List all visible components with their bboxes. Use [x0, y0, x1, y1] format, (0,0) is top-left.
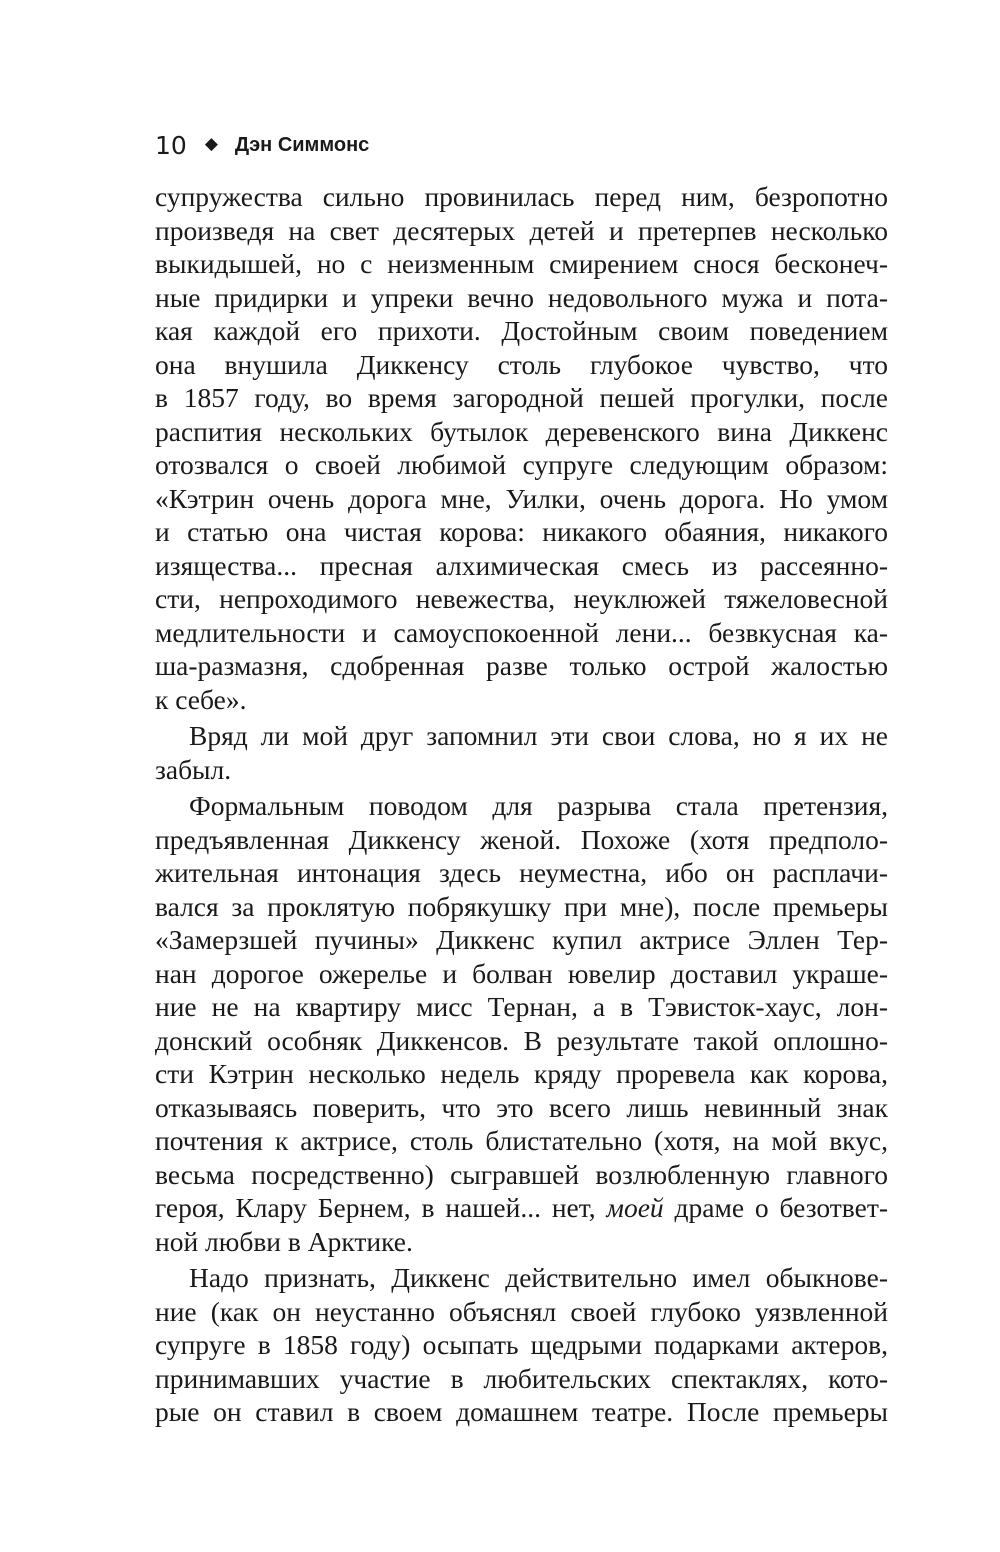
diamond-ornament-icon: ◆ [204, 134, 218, 154]
text-line: изящества... пресная алхимическая смесь из рассеянно- [155, 549, 888, 581]
paragraph-2 [155, 719, 888, 786]
text-line: она внушила Диккенсу столь глубокое чувство, что [155, 348, 888, 380]
text-line: сти, непроходимого невежества, неуклюжей тяжеловесной [155, 583, 888, 614]
text-line: почтения к актрисе, столь блистательно (хотя, на мой вкус, [155, 1125, 888, 1156]
text-line: донский особняк Диккенсов. В результате такой оплошно- [155, 1024, 888, 1056]
text-line: отозвался о своей любимой супруге следующим образом: [155, 449, 888, 480]
text-line: распития нескольких бутылок деревенского вина Диккенс [155, 415, 888, 447]
text-line: сти Кэтрин несколько недель кряду проревела как корова, [155, 1058, 888, 1089]
text-line: ние не на квартиру мисс Тернан, а в Тэвисток-хаус, лон- [155, 991, 888, 1022]
text-segment: драме о безответ- [663, 1192, 889, 1223]
text-line: выкидышей, но с неизменным смирением снося бесконеч- [155, 248, 888, 279]
text-segment: героя, Клару Бернем, в нашей... нет, [155, 1192, 607, 1223]
text-line: супруге в 1858 году) осыпать щедрыми подарками актеров, [155, 1329, 888, 1360]
text-line: весьма посредственно) сыгравшей возлюбленную главного [155, 1158, 888, 1190]
text-line: супружества сильно провинилась перед ним, безропотно [155, 181, 888, 212]
text-line: забыл. [155, 753, 232, 785]
text-line: ние (как он неустанно объяснял своей глубоко уязвленной [155, 1295, 888, 1327]
text-line: вался за проклятую побрякушку при мне), после премьеры [155, 890, 888, 922]
text-line: в 1857 году, во время загородной пешей прогулки, после [155, 382, 888, 413]
body-text [155, 180, 888, 1429]
text-line: и статью она чистая корова: никакого обаяния, никакого [155, 516, 888, 547]
italic-emphasis: моей [606, 1192, 664, 1223]
text-line: нан дорогое ожерелье и болван ювелир доставил украше- [155, 957, 888, 989]
text-line: произведя на свет десятерых детей и претерпев несколько [155, 214, 888, 246]
text-line: ные придирки и упреки вечно недовольного мужа и пота- [155, 281, 888, 313]
text-line: отказываясь поверить, что это всего лишь невинный знак [155, 1091, 888, 1123]
text-line: медлительности и самоуспокоенной лени... безвкусная ка- [155, 616, 888, 648]
text-line: кая каждой его прихоти. Достойным своим поведением [155, 315, 888, 346]
text-line: Надо признать, Диккенс действительно имел обыкнове- [189, 1262, 888, 1293]
text-line-with-italic [155, 1191, 888, 1225]
text-line: принимавших участие в любительских спектаклях, кото- [155, 1362, 888, 1394]
text-line: ной любви в Арктике. [155, 1225, 413, 1257]
running-head [155, 128, 369, 162]
text-line: предъявленная Диккенсу женой. Похоже (хотя предполо- [155, 823, 888, 855]
text-line: «Замерзшей пучины» Диккенс купил актрисе Эллен Тер- [155, 924, 888, 955]
text-line: жительная интонация здесь неуместна, ибо он расплачи- [155, 857, 888, 888]
author-name: Дэн Симмонс [234, 133, 370, 156]
text-line: Вряд ли мой друг запомнил эти свои слова, но я их не [189, 720, 888, 751]
text-line: к себе». [155, 683, 247, 715]
page-number: 10 [155, 130, 187, 160]
paragraph-4 [155, 1261, 888, 1429]
paragraph-3 [155, 789, 888, 1258]
text-line: рые он ставил в своем домашнем театре. После премьеры [155, 1396, 888, 1427]
text-line: ша-размазня, сдобренная разве только острой жалостью [155, 650, 888, 681]
paragraph-1 [155, 180, 888, 716]
text-line: «Кэтрин очень дорога мне, Уилки, очень дорога. Но умом [155, 482, 888, 514]
text-line: Формальным поводом для разрыва стала претензия, [189, 790, 888, 821]
